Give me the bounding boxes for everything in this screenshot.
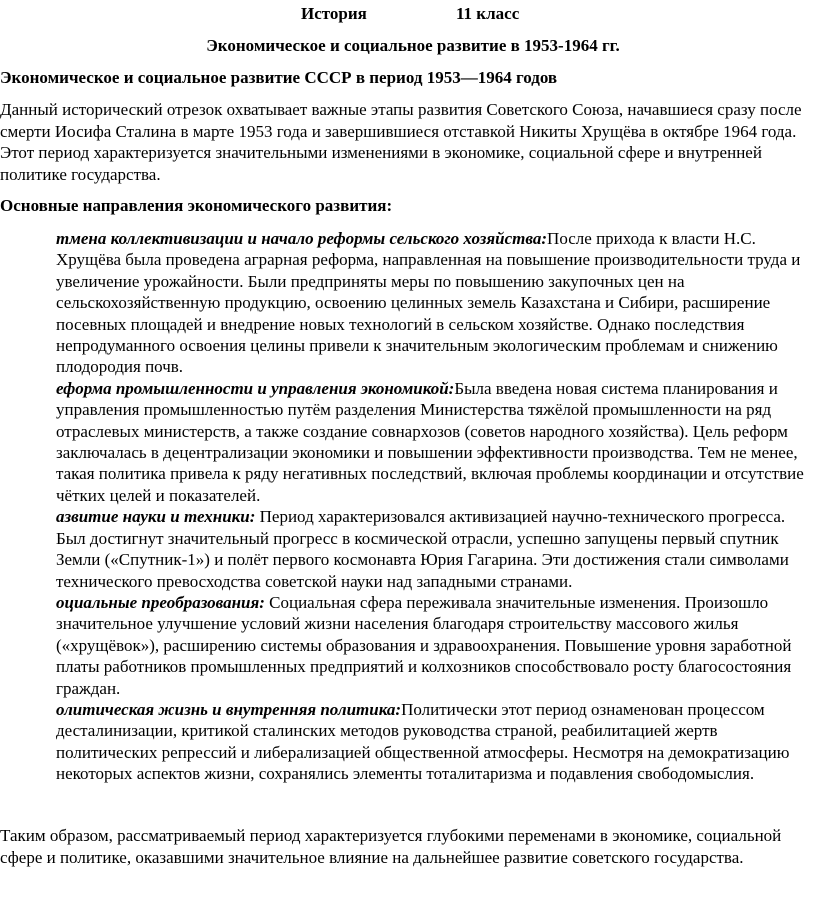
- grade-label: 11 класс: [456, 4, 520, 23]
- direction-item-politics: [56, 699, 812, 785]
- page-header: [0, 4, 816, 26]
- conclusion-paragraph: Таким образом, рассматриваемый период характеризуется глубокими переменами в экономике, социальной сфере и политике, оказавшими значительное влияние на дальнейшее развитие советского государства.: [0, 826, 782, 867]
- directions-list: [56, 228, 812, 785]
- document-title: Экономическое и социальное развитие в 1953-1964 гг.: [206, 36, 620, 55]
- direction-title: олитическая жизнь и внутренняя политика:: [56, 699, 402, 719]
- direction-item-industry: [56, 378, 812, 506]
- direction-text: Была введена новая система планирования и управления промышленностью путём разделения Министерства тяжёлой промышленности на ряд отраслевых министерств, а также создание совнархозов (советов народного хозяйства). Цель реформ заключалась в децентрализации экономики и повышении эффективности производства. Тем не менее, такая политика привела к ряду негативных последствий, включая проблемы координации и отсутствие чётких целей и показателей.: [56, 378, 804, 505]
- section-title: Экономическое и социальное развитие СССР в период 1953—1964 годов: [0, 68, 558, 87]
- direction-title: азвитие науки и техники:: [56, 507, 256, 527]
- directions-heading: Основные направления экономического развития:: [0, 196, 393, 215]
- direction-title: еформа промышленности и управления экономикой:: [56, 378, 455, 398]
- intro-paragraph: Данный исторический отрезок охватывает важные этапы развития Советского Союза, начавшиеся сразу после смерти Иосифа Сталина в марте 1953 года и завершившиеся отставкой Никиты Хрущёва в октябре 1964 года. Этот период характеризуется значительными изменениями в экономике, социальной сфере и внутренней политике государства.: [0, 100, 802, 184]
- direction-text: После прихода к власти Н.С. Хрущёва была проведена аграрная реформа, направленная на повышение производительности труда и увеличение урожайности. Были предприняты меры по повышению закупочных цен на сельскохозяйственную продукцию, освоению целинных земель Казахстана и Сибири, расширение посевных площадей и внедрение новых технологий в сельском хозяйстве. Однако последствия непродуманного освоения целины привели к значительным экологическим проблемам и снижению плодородия почв.: [56, 229, 801, 377]
- direction-title: оциальные преобразования:: [56, 592, 265, 612]
- direction-text: Социальная сфера переживала значительные изменения. Произошло значительное улучшение условий жизни населения благодаря строительству массового жилья («хрущёвок»), расширению системы образования и здравоохранения. Повышение уровня заработной платы работников промышленных предприятий и колхозников способствовало росту благосостояния граждан.: [56, 592, 792, 698]
- direction-item-science: [56, 506, 812, 592]
- direction-text: Политически этот период ознаменован процессом десталинизации, критикой сталинских методов руководства страной, реабилитацией жертв политических репрессий и либерализацией общественной атмосферы. Несмотря на демократизацию некоторых аспектов жизни, сохранялись элементы тоталитаризма и подавления свободомыслия.: [56, 699, 790, 784]
- direction-item-social: [56, 592, 812, 699]
- subject-label: История: [301, 4, 367, 23]
- direction-text: Период характеризовался активизацией научно-технического прогресса. Был достигнут значительный прогресс в космической отрасли, успешно запущены первый спутник Земли («Спутник-1») и полёт первого космонавта Юрия Гагарина. Эти достижения стали символами технического превосходства советской науки над западными странами.: [56, 507, 789, 591]
- direction-item-agriculture: [56, 228, 812, 378]
- direction-title: тмена коллективизации и начало реформы сельского хозяйства:: [56, 229, 548, 248]
